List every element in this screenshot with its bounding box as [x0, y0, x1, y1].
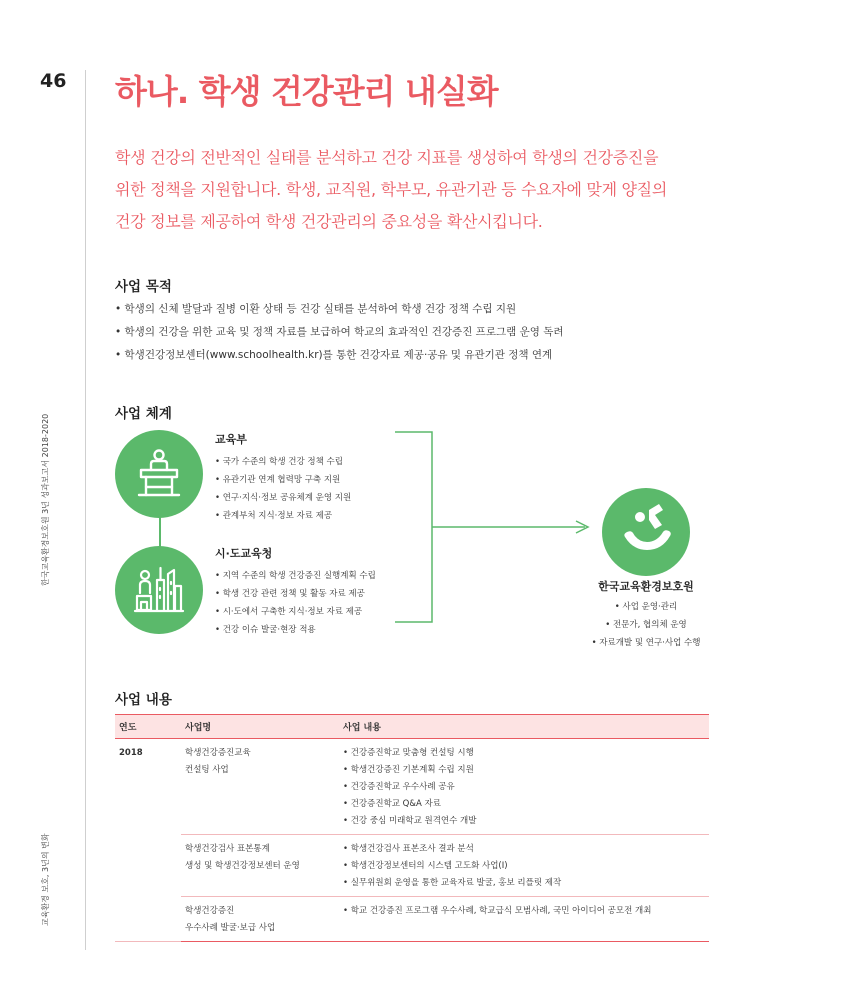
- project-content-cell: [339, 835, 709, 897]
- side-chapter-title: 교육환경 보호, 3년의 변화: [41, 833, 50, 926]
- purpose-item: • 학생의 건강을 위한 교육 및 정책 자료를 보급하여 학교의 효과적인 건강증진 프로그램 운영 독려: [115, 321, 564, 344]
- content-item: • 학생건강정보센터의 시스템 고도화 사업(Ⅰ): [343, 858, 705, 875]
- podium-icon: [115, 430, 203, 518]
- project-content-cell: [339, 897, 709, 942]
- table-row: [115, 835, 709, 897]
- intro-line: 학생 건강의 전반적인 실태를 분석하고 건강 지표를 생성하여 학생의 건강증진을: [115, 148, 659, 167]
- content-table: [115, 714, 709, 942]
- education-office-block: [215, 545, 376, 639]
- ministry-role: • 국가 수준의 학생 건강 정책 수립: [215, 453, 351, 471]
- table-row: [115, 897, 709, 942]
- education-office-role: • 지역 수준의 학생 건강증진 실행계획 수립: [215, 567, 376, 585]
- purpose-item: • 학생건강정보센터(www.schoolhealth.kr)를 통한 건강자료 제공·공유 및 유관기관 정책 연계: [115, 344, 564, 367]
- table-row: [115, 739, 709, 835]
- content-item: • 학생건강검사 표본조사 결과 분석: [343, 841, 705, 858]
- ministry-name: 교육부: [215, 433, 247, 446]
- project-name-cell: [181, 897, 339, 942]
- project-name-cell: [181, 739, 339, 835]
- page-title: 하나. 학생 건강관리 내실화: [115, 72, 498, 111]
- header-project-name: 사업명: [181, 715, 339, 739]
- header-project-content: 사업 내용: [339, 715, 709, 739]
- center-block: [576, 578, 716, 652]
- ministry-role: • 유관기관 연계 협력망 구축 지원: [215, 471, 351, 489]
- content-item: • 건강증진학교 Q&A 자료: [343, 796, 705, 813]
- city-buildings-icon: [115, 546, 203, 634]
- page-number: 46: [40, 70, 67, 92]
- flow-bracket-arrow: [390, 420, 600, 640]
- kedi-logo-icon: [602, 488, 690, 576]
- hierarchy-connector: [159, 516, 161, 550]
- side-divider: [85, 70, 86, 950]
- intro-line: 건강 정보를 제공하여 학생 건강관리의 중요성을 확산시킵니다.: [115, 212, 543, 231]
- project-name-line: 우수사례 발굴·보급 사업: [185, 923, 276, 933]
- education-office-role: • 건강 이슈 발굴·현장 적용: [215, 621, 376, 639]
- center-role: • 사업 운영·관리: [576, 598, 716, 616]
- purpose-list: [115, 298, 564, 367]
- project-name-cell: [181, 835, 339, 897]
- ministry-block: [215, 431, 351, 525]
- year-cell: 2018: [115, 739, 181, 942]
- center-role: • 자료개발 및 연구·사업 수행: [576, 634, 716, 652]
- project-name-line: 학생건강증진: [185, 906, 235, 916]
- ministry-role: • 관계부처 지식·정보 자료 제공: [215, 507, 351, 525]
- project-content-cell: [339, 739, 709, 835]
- project-name-line: 컨설팅 사업: [185, 765, 229, 775]
- content-item: • 학생건강증진 기본계획 수립 지원: [343, 762, 705, 779]
- education-office-role: • 시·도에서 구축한 지식·정보 자료 제공: [215, 603, 376, 621]
- center-name: 한국교육환경보호원: [598, 580, 694, 593]
- table-header-row: [115, 715, 709, 739]
- education-office-role: • 학생 건강 관련 정책 및 활동 자료 제공: [215, 585, 376, 603]
- content-item: • 실무위원회 운영을 통한 교육자료 발굴, 홍보 리플릿 제작: [343, 875, 705, 892]
- project-name-line: 학생건강검사 표본통계: [185, 844, 270, 854]
- education-office-name: 시·도교육청: [215, 547, 273, 560]
- content-item: • 건강증진학교 맞춤형 컨설팅 시행: [343, 745, 705, 762]
- purpose-heading: 사업 목적: [115, 279, 172, 295]
- content-item: • 건강 중심 미래학교 원격연수 개발: [343, 813, 705, 830]
- content-item: • 건강증진학교 우수사례 공유: [343, 779, 705, 796]
- system-heading: 사업 체계: [115, 406, 172, 422]
- content-item: • 학교 건강증진 프로그램 우수사례, 학교급식 모범사례, 국민 아이디어 공모전 개최: [343, 903, 705, 920]
- ministry-role: • 연구·지식·정보 공유체계 운영 지원: [215, 489, 351, 507]
- intro-line: 위한 정책을 지원합니다. 학생, 교직원, 학부모, 유관기관 등 수요자에 맞게 양질의: [115, 180, 667, 199]
- center-role: • 전문가, 협의체 운영: [576, 616, 716, 634]
- side-running-title: 한국교육환경보호원 3년 성과보고서 2018-2020: [41, 413, 50, 586]
- header-year: 연도: [115, 715, 181, 739]
- purpose-item: • 학생의 신체 발달과 질병 이환 상태 등 건강 실태를 분석하여 학생 건강 정책 수립 지원: [115, 298, 564, 321]
- project-name-line: 학생건강증진교육: [185, 748, 251, 758]
- content-heading: 사업 내용: [115, 692, 172, 708]
- intro-paragraph: [115, 142, 715, 238]
- project-name-line: 생성 및 학생건강정보센터 운영: [185, 861, 300, 871]
